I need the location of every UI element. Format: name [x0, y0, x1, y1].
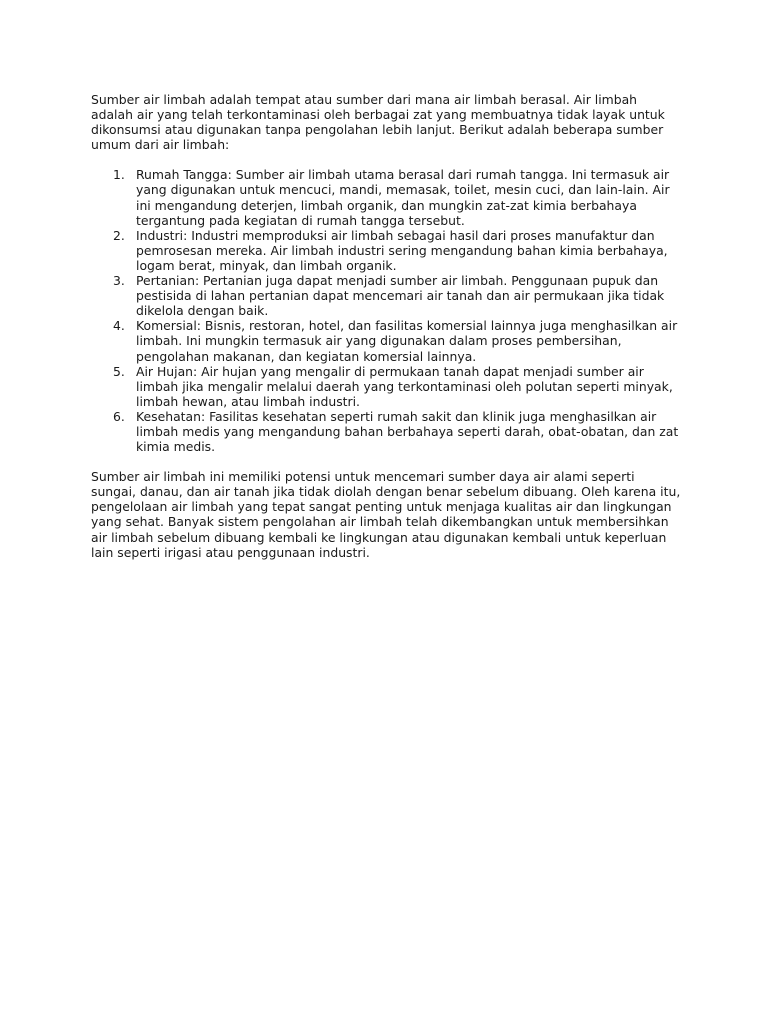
document-page [91, 92, 681, 560]
list-item-text: Pertanian: Pertanian juga dapat menjadi sumber air limbah. Penggunaan pupuk dan pestisida di lahan pertanian dapat mencemari air tanah dan air permukaan jika tidak dikelola dengan baik. [136, 273, 665, 319]
list-item [91, 167, 681, 227]
list-item-text: Kesehatan: Fasilitas kesehatan seperti rumah sakit dan klinik juga menghasilkan air limbah medis yang mengandung bahan berbahaya seperti darah, obat-obatan, dan zat kimia medis. [136, 408, 679, 455]
list-item [91, 364, 681, 409]
list-item-text: Air Hujan: Air hujan yang mengalir di permukaan tanah dapat menjadi sumber air limbah jika mengalir melalui daerah yang terkontaminasi oleh polutan seperti minyak, limbah hewan, atau limbah industri. [136, 363, 673, 409]
list-item-number: 4. [113, 318, 125, 334]
list-item-number: 1. [113, 167, 125, 183]
list-item-number: 3. [113, 273, 125, 289]
wastewater-sources-list [91, 167, 681, 454]
list-item-number: 6. [113, 408, 125, 424]
intro-paragraph: Sumber air limbah adalah tempat atau sumber dari mana air limbah berasal. Air limbah adalah air yang telah terkontaminasi oleh berbagai zat yang membuatnya tidak layak untuk dikonsumsi atau digunakan tanpa pengolahan lebih lanjut. Berikut adalah beberapa sumber umum dari air limbah: [91, 92, 665, 153]
list-item-number: 5. [113, 363, 125, 379]
list-item-text: Komersial: Bisnis, restoran, hotel, dan fasilitas komersial lainnya juga menghasilkan air limbah. Ini mungkin termasuk air yang digunakan dalam proses pembersihan, pengolahan makanan, dan kegiatan komersial lainnya. [136, 318, 678, 364]
list-item-text: Industri: Industri memproduksi air limbah sebagai hasil dari proses manufaktur dan pemrosesan mereka. Air limbah industri sering mengandung bahan kimia berbahaya, logam berat, minyak, dan limbah organik. [136, 227, 668, 273]
list-item [91, 228, 681, 273]
list-item-number: 2. [113, 227, 125, 243]
list-item [91, 318, 681, 363]
list-item [91, 273, 681, 318]
list-item-text: Rumah Tangga: Sumber air limbah utama berasal dari rumah tangga. Ini termasuk air yang digunakan untuk mencuci, mandi, memasak, toilet, mesin cuci, dan lain-lain. Air ini mengandung deterjen, limbah organik, dan mungkin zat-zat kimia berbahaya tergantung pada kegiatan di rumah tangga tersebut. [136, 167, 670, 228]
conclusion-paragraph: Sumber air limbah ini memiliki potensi untuk mencemari sumber daya air alami seperti sungai, danau, dan air tanah jika tidak diolah dengan benar sebelum dibuang. Oleh karena itu, pengelolaan air limbah yang tepat sangat penting untuk menjaga kualitas air dan lingkungan yang sehat. Banyak sistem pengolahan air limbah telah dikembangkan untuk membersihkan air limbah sebelum dibuang kembali ke lingkungan atau digunakan kembali untuk keperluan lain seperti irigasi atau penggunaan industri. [91, 469, 681, 560]
list-item [91, 409, 681, 454]
